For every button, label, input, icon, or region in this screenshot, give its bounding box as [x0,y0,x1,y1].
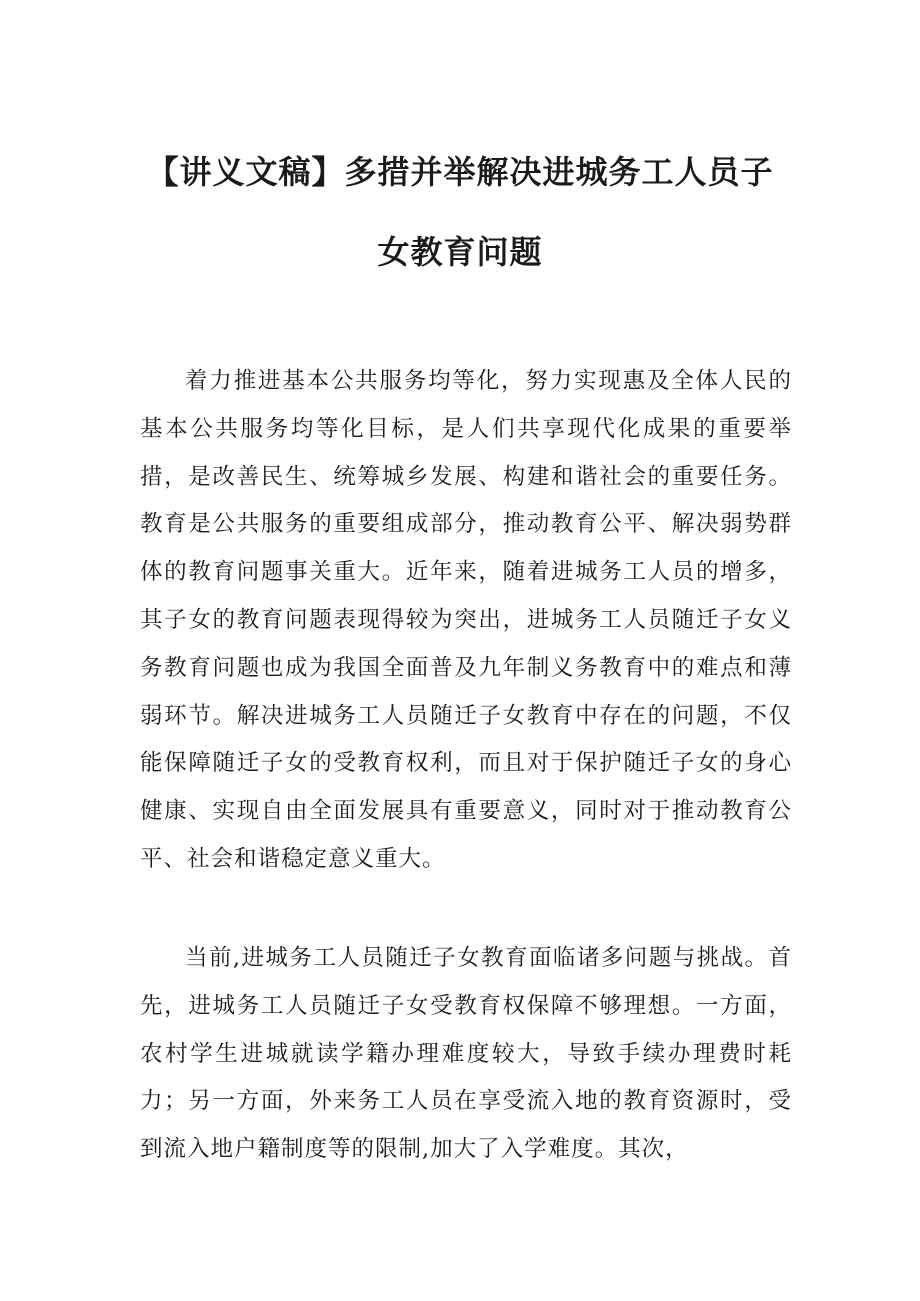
document-title-line-2: 女教育问题 [377,233,543,271]
body-paragraph-1: 着力推进基本公共服务均等化，努力实现惠及全体人民的基本公共服务均等化目标，是人们共享现代化成果的重要举措，是改善民生、统筹城乡发展、构建和谐社会的重要任务。教育是公共服务的重要组成部分，推动教育公平、解决弱势群体的教育问题事关重大。近年来，随着进城务工人员的增多，其子女的教育问题表现得较为突出，进城务工人员随迁子女义务教育问题也成为我国全面普及九年制义务教育中的难点和薄弱环节。解决进城务工人员随迁子女教育中存在的问题，不仅能保障随迁子女的受教育权利，而且对于保护随迁子女的身心健康、实现自由全面发展具有重要意义，同时对于推动教育公平、社会和谐稳定意义重大。 [140,368,792,872]
document-title-line-1: 【讲义文稿】多措并举解决进城务工人员子 [146,153,774,191]
body-paragraph-2: 当前,进城务工人员随迁子女教育面临诸多问题与挑战。首先，进城务工人员随迁子女受教育权保障不够理想。一方面，农村学生进城就读学籍办理难度较大，导致手续办理费时耗力；另一方面，外来务工人员在享受流入地的教育资源时，受到流入地户籍制度等的限制,加大了入学难度。其次， [140,945,792,1163]
